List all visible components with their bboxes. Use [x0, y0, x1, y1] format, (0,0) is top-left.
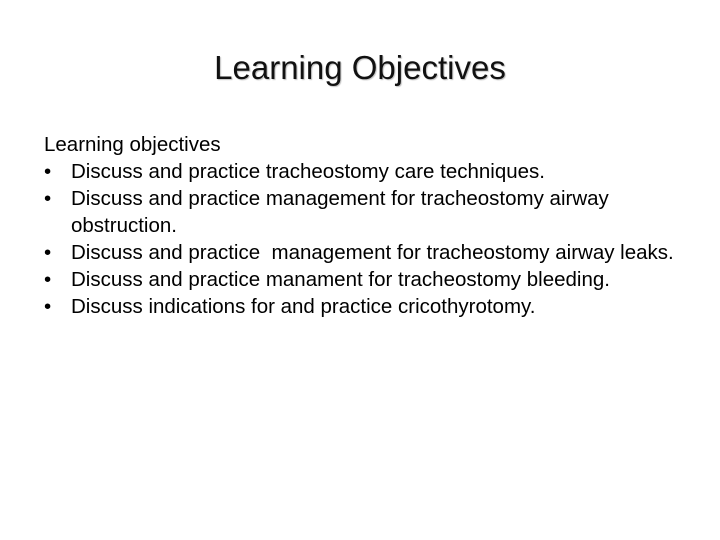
bullet-icon: •	[44, 268, 52, 291]
list-item-text: Discuss and practice manament for tracheostomy bleeding.	[71, 268, 610, 291]
list-item	[44, 293, 684, 320]
list-item	[44, 158, 684, 185]
list-item-text: Discuss and practice management for tracheostomy airway leaks.	[71, 241, 674, 264]
list-item	[44, 239, 684, 266]
list-item-text: Discuss and practice tracheostomy care techniques.	[71, 160, 546, 183]
slide-title: Learning Objectives	[214, 49, 506, 86]
list-item-text: Discuss indications for and practice cricothyrotomy.	[71, 295, 536, 318]
bullet-icon: •	[44, 187, 52, 210]
bullet-icon: •	[44, 241, 52, 264]
bullet-icon: •	[44, 295, 52, 318]
bullet-icon: •	[44, 160, 52, 183]
slide-body	[44, 131, 684, 320]
objectives-list	[44, 158, 684, 320]
list-item-text: Discuss and practice management for tracheostomy airway obstruction.	[71, 187, 609, 237]
body-heading: Learning objectives	[44, 133, 221, 156]
list-item	[44, 185, 684, 239]
list-item	[44, 266, 684, 293]
